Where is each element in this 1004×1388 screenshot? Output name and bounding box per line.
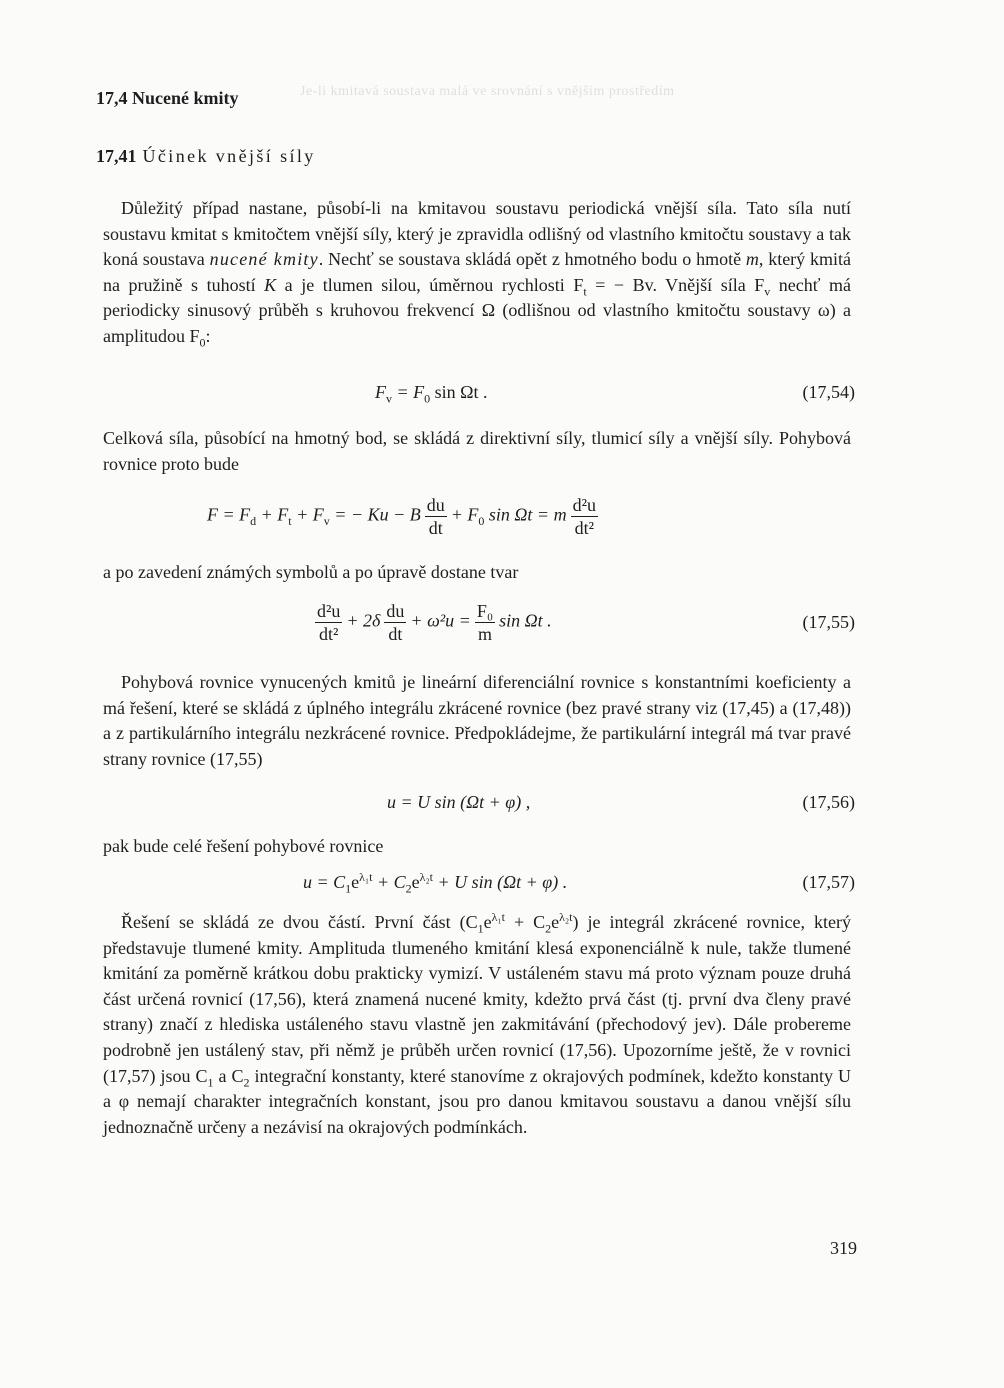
equation-formula	[375, 382, 488, 406]
section-title: 17,4 Nucené kmity	[96, 88, 239, 108]
subsection-name: Účinek vnější síly	[142, 146, 316, 166]
subscript: d	[250, 514, 257, 529]
numerator: d²u	[572, 495, 596, 515]
eq-term: + F	[450, 504, 479, 525]
subscript: 2	[545, 921, 552, 936]
symbol-mass: m	[745, 249, 759, 270]
fraction	[475, 600, 495, 645]
eq-term: F	[375, 382, 386, 402]
eq-term: e	[411, 872, 420, 892]
paragraph-intro	[103, 196, 851, 350]
equation-motion	[103, 488, 855, 548]
superscript: λ₁t	[359, 870, 373, 884]
equation-formula	[303, 870, 568, 896]
eq-term: sin Ωt .	[499, 610, 552, 631]
subscript: 2	[243, 1075, 250, 1090]
text-run: :	[205, 325, 211, 346]
fraction	[425, 494, 447, 539]
denominator: dt	[425, 516, 447, 539]
fraction	[315, 600, 342, 645]
subscript: 0	[424, 391, 431, 406]
text-run: ) je integrál zkrácené rovnice, který představuje tlumené kmity. Amplituda tlumeného kmitání klesá exponenciálně k nule, takže tlumené kmitání za poměrně krátkou dobu prakticky vymizí. V ustáleném stavu má proto význam pouze druhá část určená rovnicí (17,56), která znamená nucené kmity, kdežto prvá část (tj. první dva členy pravé strany) značí z hlediska ustáleného stavu vlastně jen zakmitávání (přechodový jev). Dále probereme podrobně jen ustálený stav, při němž je průběh určen rovnicí (17,56). Upozorníme ještě, že v rovnici (17,57) jsou C	[103, 912, 851, 1086]
page-number: 319	[830, 1238, 857, 1258]
equation-17-55	[103, 598, 855, 658]
text-run: e	[483, 912, 492, 932]
denominator: dt	[384, 622, 406, 645]
text-run: e	[551, 912, 560, 932]
eq-term: sin Ωt .	[430, 382, 488, 402]
eq-term: sin Ωt = m	[484, 504, 567, 525]
text-run: + C	[504, 912, 546, 932]
emphasis-forced-oscillations: nucené kmity	[209, 249, 319, 270]
superscript: λ₂t	[419, 870, 433, 884]
text-run: . Nechť se soustava skládá opět z hmotného bodu o hmotě	[318, 249, 746, 270]
eq-term: = − Ku − B	[329, 504, 421, 525]
numerator: F₀	[476, 601, 494, 621]
subscript: 1	[477, 921, 484, 936]
subscript: t	[583, 284, 587, 299]
subscript: 1	[345, 881, 352, 896]
text-run: a C	[213, 1065, 244, 1086]
equation-17-57	[103, 872, 855, 912]
equation-17-54	[103, 382, 855, 422]
subsection-title	[96, 146, 316, 167]
eq-term: + 2δ	[346, 610, 381, 631]
eq-term: + C	[372, 872, 406, 892]
equation-number: (17,57)	[802, 872, 855, 892]
eq-term: + U sin (Ωt + φ) .	[433, 872, 568, 892]
text-run: = − Bv. Vnější síla F	[586, 274, 765, 295]
numerator: d²u	[317, 601, 341, 621]
superscript: λ₂t	[559, 910, 573, 924]
eq-term: u = C	[303, 872, 346, 892]
subscript: v	[386, 391, 392, 406]
subscript: t	[288, 514, 292, 529]
eq-term: = F	[392, 382, 425, 402]
subscript: v	[764, 284, 771, 299]
subsection-number: 17,41	[96, 146, 137, 166]
equation-formula	[207, 494, 602, 539]
paragraph-transform: a po zavedení známých symbolů a po úpravě dostane tvar	[103, 562, 519, 582]
equation-number: (17,56)	[802, 792, 855, 812]
symbol-stiffness: K	[264, 274, 277, 295]
subscript: 0	[199, 335, 206, 350]
eq-term: F = F	[207, 504, 251, 525]
text-run: Důležitý případ nastane, působí-li na kmitavou soustavu periodická vnější síla. Tato síla nutí soustavu kmitat s kmitočtem vnější síly, který je zpravidla odlišný od vlastního kmitočtu soustavy a tak koná soustava	[103, 198, 851, 270]
bleed-through-text: Je-li kmitavá soustava malá ve srovnání s vnějším prostředím	[300, 84, 675, 99]
paragraph-full-solution: pak bude celé řešení pohybové rovnice	[103, 836, 384, 856]
fraction	[571, 494, 598, 539]
text-run: nechť má periodicky sinusový průběh s kruhovou frekvencí Ω (odlišnou od vlastního kmitočtu soustavy ω) a amplitudou F	[103, 274, 851, 346]
denominator: dt²	[315, 622, 342, 645]
text-run: a je tlumen silou, úměrnou rychlosti F	[276, 274, 584, 295]
denominator: m	[475, 622, 495, 645]
text-run: integrační konstanty, které stanovíme z okrajových podmínek, kdežto konstanty U a φ nemají charakter integračních konstant, jsou pro danou kmitavou soustavu a danou vnější sílu jednoznačně určeny a nezávisí na okrajových podmínkách.	[103, 1065, 851, 1137]
equation-number: (17,55)	[802, 612, 855, 632]
superscript: λ₁t	[491, 910, 505, 924]
paragraph-solution-parts	[103, 910, 851, 1140]
numerator: du	[386, 601, 405, 621]
subscript: 1	[207, 1075, 214, 1090]
eq-term: e	[351, 872, 360, 892]
text-run: Řešení se skládá ze dvou částí. První část (C	[121, 912, 478, 932]
subscript: 2	[405, 881, 412, 896]
eq-term: + F	[256, 504, 289, 525]
eq-term: + F	[291, 504, 324, 525]
subscript: 0	[478, 514, 485, 529]
text-run: , který kmitá na pružině s tuhostí	[103, 249, 851, 295]
equation-17-56	[103, 792, 855, 832]
fraction	[384, 600, 406, 645]
numerator: du	[426, 495, 445, 515]
equation-number: (17,54)	[802, 382, 855, 402]
denominator: dt²	[571, 516, 598, 539]
paragraph-total-force: Celková síla, působící na hmotný bod, se skládá z direktivní síly, tlumicí síly a vnější síly. Pohybová rovnice proto bude	[103, 428, 851, 474]
equation-formula: u = U sin (Ωt + φ) ,	[387, 792, 531, 812]
paragraph-linear-equation: Pohybová rovnice vynucených kmitů je lineární diferenciální rovnice s konstantními koeficienty a má řešení, které se skládá z úplného integrálu zkrácené rovnice (bez pravé strany viz (17,45) a (17,48)) a z partikulárního integrálu nezkrácené rovnice. Předpokládejme, že partikulární integrál má tvar pravé strany rovnice (17,55)	[103, 672, 851, 769]
equation-formula	[311, 600, 552, 645]
eq-term: + ω²u =	[410, 610, 471, 631]
subscript: v	[323, 514, 330, 529]
